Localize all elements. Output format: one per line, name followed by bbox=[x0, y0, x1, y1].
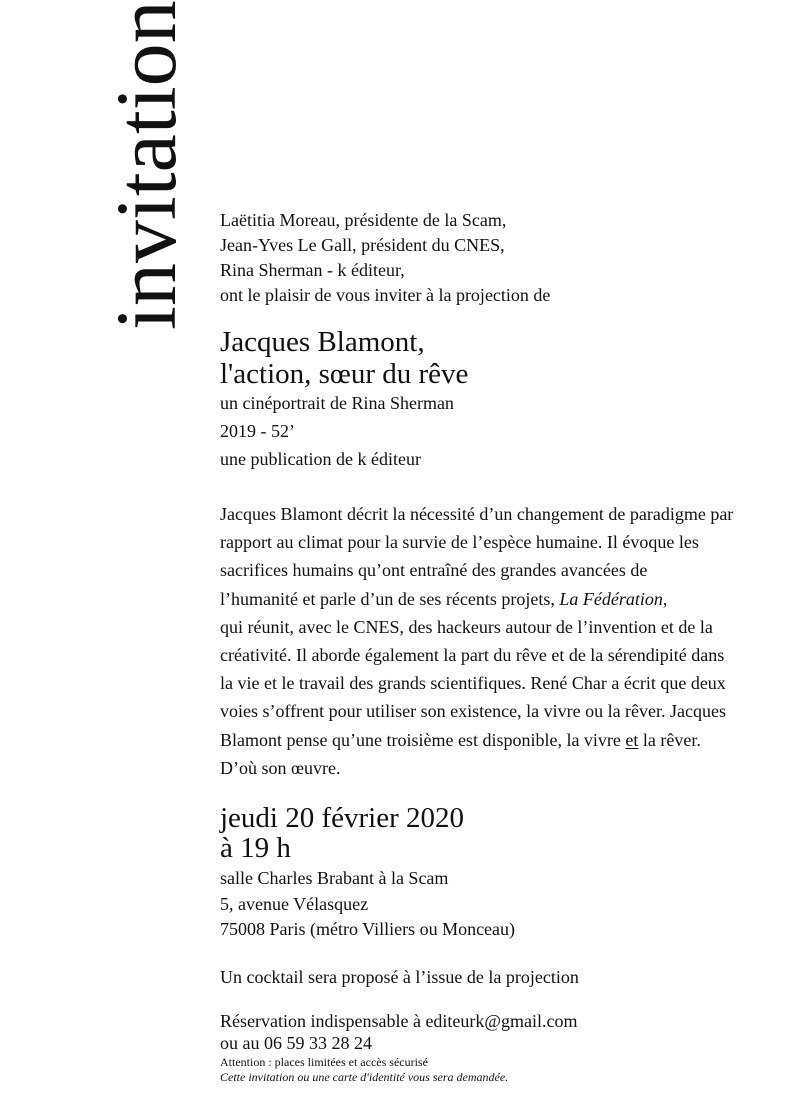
reservation-email: Réservation indispensable à editeurk@gmail.com bbox=[220, 1011, 578, 1031]
description-line: créativité. Il aborde également la part du rêve et de la sérendipité dans bbox=[220, 645, 725, 666]
project-name: La Fédération bbox=[559, 588, 663, 609]
event-datetime bbox=[220, 803, 464, 863]
venue-street: 5, avenue Vélasquez bbox=[220, 893, 369, 914]
description-line: rapport au climat pour la survie de l’espèce humaine. Il évoque les bbox=[220, 532, 699, 553]
description-text: Blamont pense qu’une troisième est disponible, la vivre bbox=[220, 729, 626, 750]
film-title-line-1: Jacques Blamont, bbox=[220, 326, 425, 358]
description-line bbox=[220, 726, 765, 754]
film-title bbox=[220, 326, 468, 390]
emphasis-et: et bbox=[625, 729, 639, 750]
description-line: Jacques Blamont décrit la nécessité d’un changement de paradigme par bbox=[220, 504, 734, 524]
description-line: sacrifices humains qu’ont entraîné des grandes avancées de bbox=[220, 560, 648, 581]
host-line: Jean-Yves Le Gall, président du CNES, bbox=[220, 235, 505, 255]
access-notice bbox=[220, 1055, 508, 1085]
film-title-line-2: l'action, sœur du rêve bbox=[220, 358, 469, 390]
hosts-block bbox=[220, 208, 550, 308]
venue-name: salle Charles Brabant à la Scam bbox=[220, 868, 449, 888]
reservation-info bbox=[220, 1010, 577, 1054]
event-venue bbox=[220, 866, 515, 943]
reservation-phone: ou au 06 59 33 28 24 bbox=[220, 1033, 372, 1053]
film-subtitle: un cinéportrait de Rina Sherman bbox=[220, 393, 454, 413]
attention-note: Attention : places limitées et accès sécurisé bbox=[220, 1055, 428, 1069]
host-line: Laëtitia Moreau, présidente de la Scam, bbox=[220, 210, 507, 230]
description-line: qui réunit, avec le CNES, des hackeurs autour de l’invention et de la bbox=[220, 616, 713, 637]
description-text: , bbox=[662, 588, 668, 609]
event-date: jeudi 20 février 2020 bbox=[220, 802, 465, 834]
description-text: l’humanité et parle d’un de ses récents projets, bbox=[220, 588, 560, 609]
invitation-line: ont le plaisir de vous inviter à la projection de bbox=[220, 285, 551, 305]
film-publisher: une publication de k éditeur bbox=[220, 449, 421, 469]
description-text: la rêver. bbox=[638, 729, 701, 750]
vertical-title: invitation bbox=[98, 0, 194, 330]
film-year-duration: 2019 - 52’ bbox=[220, 421, 295, 441]
description-line: D’où son œuvre. bbox=[220, 757, 341, 778]
cocktail-note: Un cocktail sera proposé à l’issue de la projection bbox=[220, 967, 579, 987]
description-line bbox=[220, 585, 765, 613]
description-line: voies s’offrent pour utiliser son existence, la vivre ou la rêver. Jacques bbox=[220, 701, 727, 722]
description-line: la vie et le travail des grands scientifiques. René Char a écrit que deux bbox=[220, 673, 726, 694]
film-meta bbox=[220, 389, 454, 473]
host-line: Rina Sherman - k éditeur, bbox=[220, 260, 405, 280]
id-required-note: Cette invitation ou une carte d'identité vous sera demandée. bbox=[220, 1070, 509, 1084]
event-time: à 19 h bbox=[220, 832, 291, 864]
venue-city: 75008 Paris (métro Villiers ou Monceau) bbox=[220, 919, 516, 939]
film-description bbox=[220, 500, 765, 782]
